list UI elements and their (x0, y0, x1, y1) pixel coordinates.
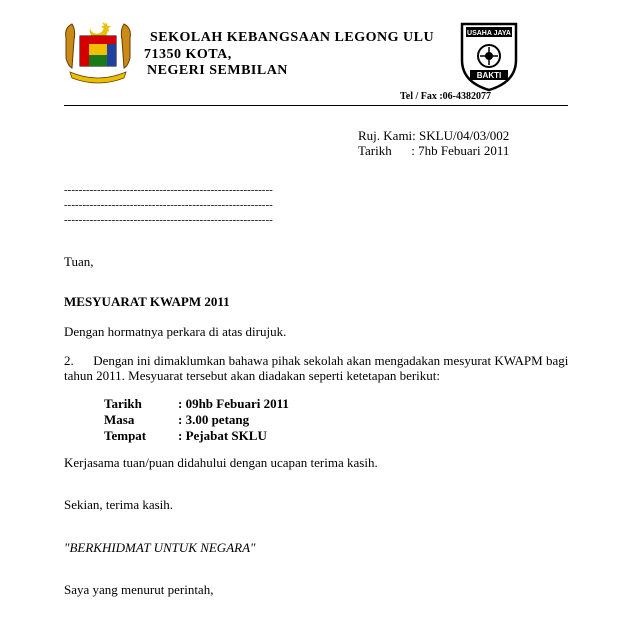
paragraph-2-line-2: tahun 2011. Mesyuarat tersebut akan diadakan seperti ketetapan berikut: (64, 368, 441, 383)
meeting-value: : 3.00 petang (178, 412, 250, 427)
recipient-line-1: --------------------------------------------------------- (64, 184, 273, 196)
badge-text-bottom: BAKTI (476, 71, 502, 80)
school-badge-icon (458, 20, 520, 92)
meeting-label: Masa (104, 412, 135, 427)
school-state: NEGERI SEMBILAN (147, 63, 288, 78)
letter-date: Tarikh : 7hb Febuari 2011 (358, 143, 510, 158)
recipient-line-2: --------------------------------------------------------- (64, 199, 273, 211)
sign-off: Saya yang menurut perintah, (64, 582, 214, 597)
meeting-details (104, 396, 289, 444)
meeting-label: Tempat (104, 428, 147, 443)
recipient-line-3: --------------------------------------------------------- (64, 214, 273, 226)
header-divider (64, 105, 568, 106)
meeting-row-place (104, 428, 289, 444)
meeting-value: : Pejabat SKLU (178, 428, 267, 443)
paragraph-1: Dengan hormatnya perkara di atas dirujuk. (64, 324, 287, 339)
school-name: SEKOLAH KEBANGSAAN LEGONG ULU (150, 30, 435, 45)
meeting-value: : 09hb Febuari 2011 (178, 396, 289, 411)
meeting-label: Tarikh (104, 396, 142, 411)
salutation: Tuan, (64, 254, 94, 269)
thanks-line: Kerjasama tuan/puan didahului dengan ucapan terima kasih. (64, 455, 378, 470)
school-postcode-town: 71350 KOTA, (144, 47, 232, 62)
motto: "BERKHIDMAT UNTUK NEGARA" (64, 540, 256, 555)
malaysia-crest-icon (62, 18, 134, 86)
meeting-row-time (104, 412, 289, 428)
closing-line: Sekian, terima kasih. (64, 497, 174, 512)
meeting-row-date (104, 396, 289, 412)
letter-subject: MESYUARAT KWAPM 2011 (64, 294, 230, 309)
paragraph-2-line-1: 2. Dengan ini dimaklumkan bahawa pihak sekolah akan mengadakan mesyurat KWAPM bagi (64, 353, 569, 368)
contact-phone-fax: Tel / Fax :06-4382077 (400, 91, 492, 102)
reference-number: Ruj. Kami: SKLU/04/03/002 (358, 128, 510, 143)
badge-text-top: USAHA JAYA (467, 30, 511, 37)
